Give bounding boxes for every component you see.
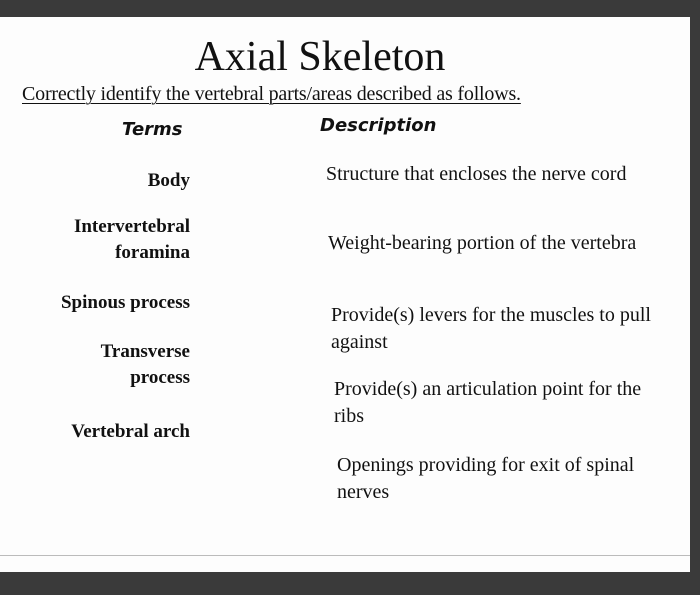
description-3: Provide(s) levers for the muscles to pull against — [331, 304, 651, 353]
description-header: Description — [320, 115, 437, 136]
term-spinous-process: Spinous process — [60, 292, 190, 313]
worksheet-page — [0, 17, 690, 572]
page-edge-line — [0, 555, 690, 556]
page-title: Axial Skeleton — [194, 34, 446, 80]
term-vertebral-arch: Vertebral arch — [71, 421, 190, 442]
description-5: Openings providing for exit of spinal nerves — [337, 454, 635, 503]
instructions: Correctly identify the vertebral parts/areas described as follows. — [22, 83, 521, 105]
description-4: Provide(s) an articulation point for the ribs — [334, 378, 642, 427]
description-1: Structure that encloses the nerve cord — [326, 163, 627, 185]
terms-header: Terms — [122, 119, 183, 140]
term-body: Body — [147, 170, 190, 191]
description-2: Weight-bearing portion of the vertebra — [328, 232, 637, 254]
term-intervertebral-foramina: Intervertebral foramina — [73, 216, 190, 263]
term-transverse-process: Transverse process — [100, 341, 190, 388]
